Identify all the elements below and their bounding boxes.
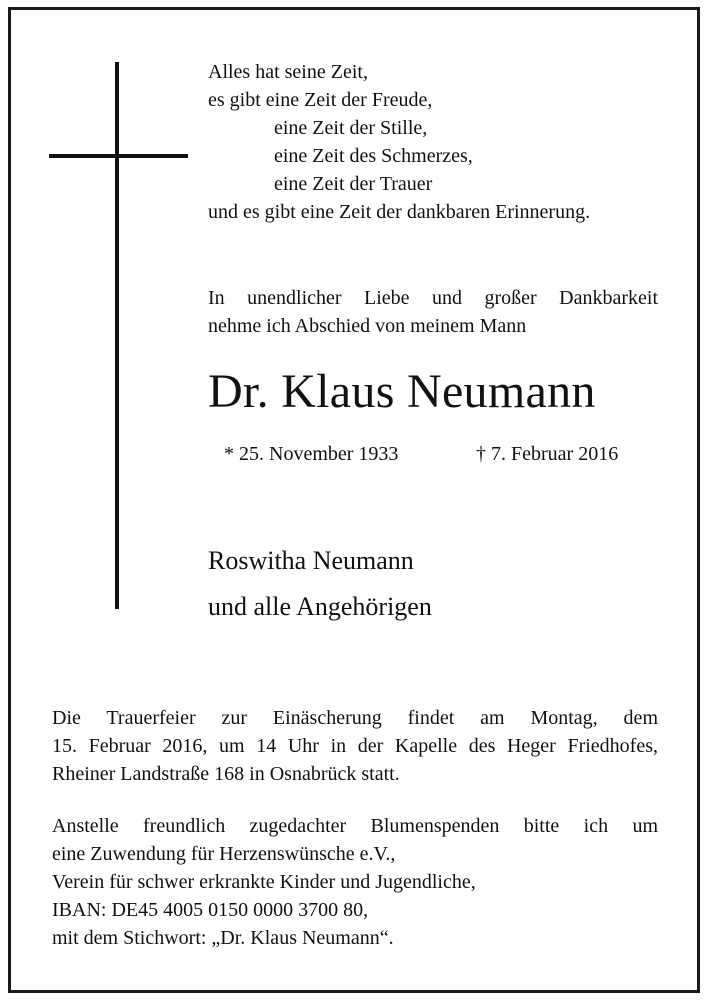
donation-line: Verein für schwer erkrankte Kinder und Jugendliche, bbox=[52, 871, 476, 893]
donation-line: mit dem Stichwort: „Dr. Klaus Neumann“. bbox=[52, 927, 394, 949]
service-line: 15. Februar 2016, um 14 Uhr in der Kapelle des Heger Friedhofes, bbox=[52, 735, 658, 757]
poem-line: eine Zeit der Trauer bbox=[274, 173, 433, 195]
mourners bbox=[208, 538, 432, 630]
funeral-service-info bbox=[52, 704, 658, 788]
deceased-name: Dr. Klaus Neumann bbox=[208, 365, 596, 418]
death-date: † 7. Februar 2016 bbox=[476, 443, 619, 465]
service-line: Die Trauerfeier zur Einäscherung findet am Montag, dem bbox=[52, 707, 658, 729]
mourner-line: Roswitha Neumann bbox=[208, 546, 414, 575]
mourner-line: und alle Angehörigen bbox=[208, 592, 432, 621]
intro-text bbox=[208, 284, 658, 340]
intro-line: In unendlicher Liebe und großer Dankbarkeit bbox=[208, 287, 658, 309]
donation-line: Anstelle freundlich zugedachter Blumenspenden bitte ich um bbox=[52, 815, 658, 837]
donation-line: IBAN: DE45 4005 0150 0000 3700 80, bbox=[52, 899, 369, 921]
poem bbox=[208, 58, 590, 226]
intro-line: nehme ich Abschied von meinem Mann bbox=[208, 315, 527, 337]
poem-line: eine Zeit des Schmerzes, bbox=[274, 145, 473, 167]
cross-horizontal-bar bbox=[49, 154, 188, 158]
donation-line: eine Zuwendung für Herzenswünsche e.V., bbox=[52, 843, 396, 865]
poem-line: und es gibt eine Zeit der dankbaren Erinnerung. bbox=[208, 201, 591, 223]
cross-vertical-bar bbox=[115, 62, 119, 609]
birth-date: * 25. November 1933 bbox=[224, 443, 399, 465]
poem-line: es gibt eine Zeit der Freude, bbox=[208, 89, 433, 111]
service-line: Rheiner Landstraße 168 in Osnabrück statt. bbox=[52, 763, 400, 785]
poem-line: eine Zeit der Stille, bbox=[274, 117, 428, 139]
donation-info bbox=[52, 812, 658, 952]
poem-line: Alles hat seine Zeit, bbox=[208, 61, 368, 83]
